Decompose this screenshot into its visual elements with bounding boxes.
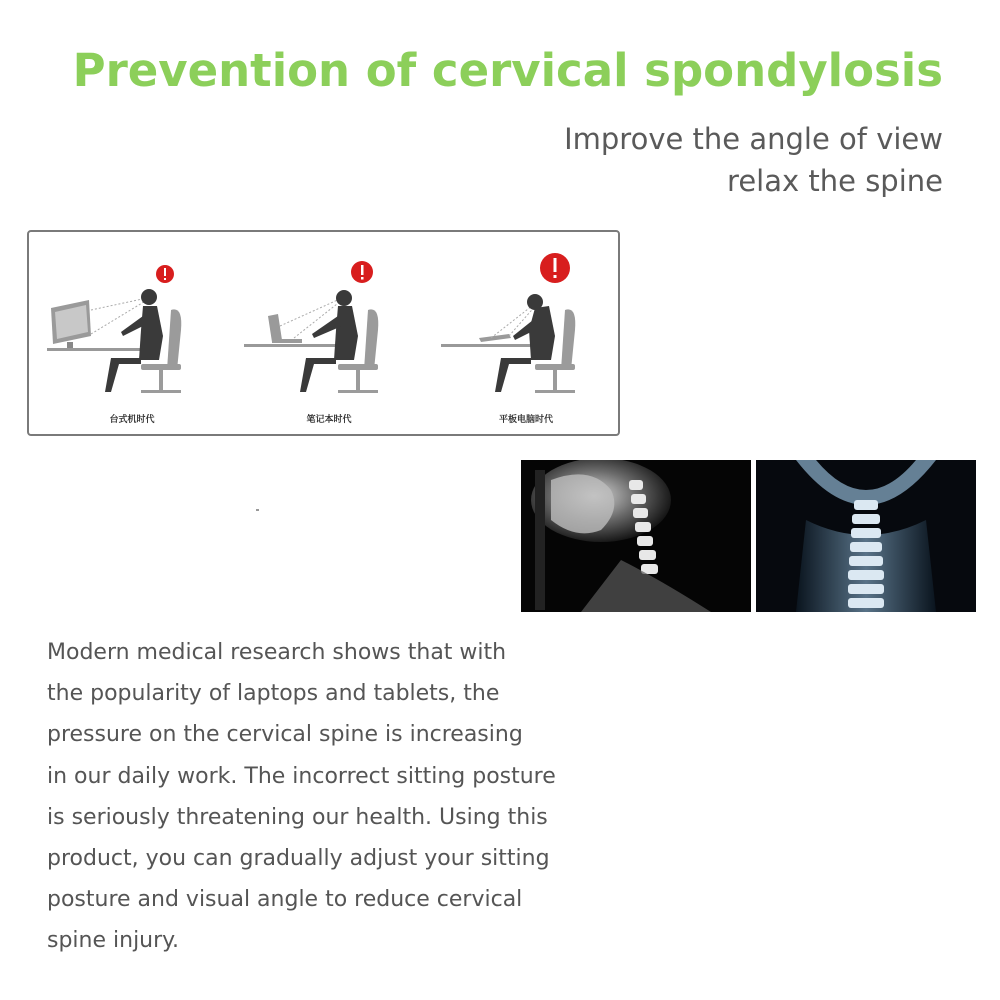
body-line: in our daily work. The incorrect sitting posture (47, 763, 556, 789)
monitor-icon (51, 300, 91, 348)
person-icon (300, 290, 358, 392)
posture-figure-desktop (37, 240, 227, 430)
laptop-icon (268, 314, 302, 343)
front-neck-xray-image (756, 460, 976, 612)
body-line: posture and visual angle to reduce cervical (47, 887, 523, 913)
posture-figure-laptop (234, 240, 424, 430)
body-line: pressure on the cervical spine is increasing (47, 722, 523, 748)
figure-caption: 平板电脑时代 (498, 415, 553, 425)
figure-caption: 台式机时代 (109, 415, 155, 425)
posture-comparison-panel (27, 230, 620, 436)
tablet-posture-illustration (431, 240, 621, 410)
side-neck-xray-image (521, 460, 751, 612)
desktop-posture-illustration (37, 240, 227, 410)
body-line: Modern medical research shows that with (47, 640, 507, 665)
subtitle (564, 118, 943, 202)
body-line: spine injury. (47, 928, 180, 954)
body-line: is seriously threatening our health. Using this (47, 804, 548, 830)
stray-mark (256, 509, 259, 511)
page-title: Prevention of cervical spondylosis (72, 44, 943, 97)
person-icon (495, 294, 555, 392)
body-line: product, you can gradually adjust your sitting (47, 846, 550, 872)
person-icon (105, 289, 163, 392)
posture-figure-tablet (431, 240, 621, 430)
laptop-posture-illustration (234, 240, 424, 410)
body-paragraph (47, 632, 627, 962)
subtitle-line-2: relax the spine (727, 164, 943, 198)
figure-caption: 笔记本时代 (306, 415, 352, 425)
body-line: the popularity of laptops and tablets, the (47, 681, 500, 707)
subtitle-line-1: Improve the angle of view (564, 122, 943, 156)
